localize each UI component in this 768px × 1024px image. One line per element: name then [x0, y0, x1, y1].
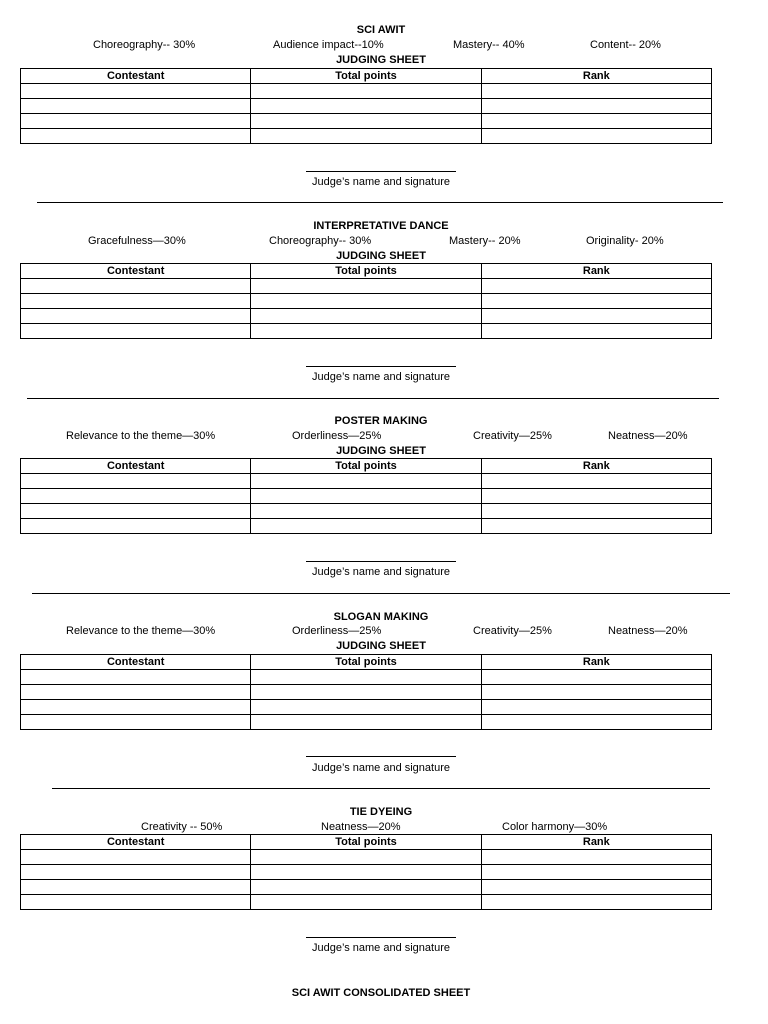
- table-row: [21, 850, 712, 865]
- judging-table: [20, 68, 712, 144]
- header-total-points: Total points: [251, 264, 481, 279]
- judging-table: [20, 263, 712, 339]
- contestant-cell[interactable]: [21, 880, 251, 895]
- contestant-cell[interactable]: [21, 895, 251, 910]
- section-title: TIE DYEING: [349, 806, 413, 818]
- rank-cell[interactable]: [481, 504, 711, 519]
- points-cell[interactable]: [251, 504, 481, 519]
- rank-cell[interactable]: [481, 84, 711, 99]
- signature-label: Judge’s name and signature: [311, 942, 450, 954]
- header-contestant: Contestant: [21, 264, 251, 279]
- rank-cell[interactable]: [481, 474, 711, 489]
- table-row: [21, 865, 712, 880]
- rank-cell[interactable]: [481, 880, 711, 895]
- table-row: [21, 129, 712, 144]
- contestant-cell[interactable]: [21, 519, 251, 534]
- contestant-cell[interactable]: [21, 279, 251, 294]
- rank-cell[interactable]: [481, 670, 711, 685]
- header-total-points: Total points: [251, 69, 481, 84]
- contestant-cell[interactable]: [21, 84, 251, 99]
- rank-cell[interactable]: [481, 519, 711, 534]
- header-total-points: Total points: [251, 655, 481, 670]
- rank-cell[interactable]: [481, 850, 711, 865]
- judging-table: [20, 834, 712, 910]
- table-row: [21, 309, 712, 324]
- contestant-cell[interactable]: [21, 489, 251, 504]
- judging-table: [20, 458, 712, 534]
- contestant-cell[interactable]: [21, 114, 251, 129]
- points-cell[interactable]: [251, 324, 481, 339]
- table-row: [21, 504, 712, 519]
- header-contestant: Contestant: [21, 835, 251, 850]
- points-cell[interactable]: [251, 489, 481, 504]
- table-row: [21, 294, 712, 309]
- signature-line: [0, 358, 762, 370]
- signature-label: Judge’s name and signature: [311, 371, 450, 383]
- criterion: Neatness—20%: [608, 625, 688, 637]
- points-cell[interactable]: [251, 294, 481, 309]
- points-cell[interactable]: [251, 519, 481, 534]
- points-cell[interactable]: [251, 895, 481, 910]
- rank-cell[interactable]: [481, 309, 711, 324]
- rank-cell[interactable]: [481, 114, 711, 129]
- contestant-cell[interactable]: [21, 324, 251, 339]
- rank-cell[interactable]: [481, 895, 711, 910]
- criterion: Relevance to the theme—30%: [66, 625, 216, 637]
- judging-sheet-label: JUDGING SHEET: [336, 445, 426, 457]
- signature-label: Judge’s name and signature: [311, 176, 450, 188]
- points-cell[interactable]: [251, 84, 481, 99]
- criterion: Relevance to the theme—30%: [66, 430, 216, 442]
- section-divider: [37, 202, 723, 203]
- criterion: Neatness—20%: [321, 821, 401, 833]
- criterion: Creativity—25%: [473, 625, 552, 637]
- rank-cell[interactable]: [481, 294, 711, 309]
- signature-line: [0, 553, 762, 565]
- criterion: Orderliness—25%: [292, 625, 382, 637]
- section-divider: [32, 593, 730, 594]
- table-row: [21, 880, 712, 895]
- judging-sheet-label: JUDGING SHEET: [336, 54, 426, 66]
- criterion: Mastery-- 40%: [453, 39, 525, 51]
- rank-cell[interactable]: [481, 700, 711, 715]
- points-cell[interactable]: [251, 129, 481, 144]
- points-cell[interactable]: [251, 99, 481, 114]
- header-total-points: Total points: [251, 835, 481, 850]
- table-row: [21, 489, 712, 504]
- criterion: Color harmony—30%: [502, 821, 608, 833]
- rank-cell[interactable]: [481, 865, 711, 880]
- table-row: [21, 279, 712, 294]
- points-cell[interactable]: [251, 670, 481, 685]
- points-cell[interactable]: [251, 309, 481, 324]
- consolidated-sheet-title: SCI AWIT CONSOLIDATED SHEET: [291, 987, 471, 999]
- header-rank: Rank: [481, 69, 711, 84]
- table-row: [21, 715, 712, 730]
- criterion: Mastery-- 20%: [449, 235, 521, 247]
- table-row: [21, 895, 712, 910]
- contestant-cell[interactable]: [21, 309, 251, 324]
- contestant-cell[interactable]: [21, 715, 251, 730]
- contestant-cell[interactable]: [21, 504, 251, 519]
- rank-cell[interactable]: [481, 685, 711, 700]
- points-cell[interactable]: [251, 474, 481, 489]
- signature-line: [0, 163, 762, 175]
- points-cell[interactable]: [251, 700, 481, 715]
- signature-label: Judge’s name and signature: [311, 762, 450, 774]
- table-row: [21, 474, 712, 489]
- criterion: Choreography-- 30%: [93, 39, 196, 51]
- criterion: Orderliness—25%: [292, 430, 382, 442]
- header-contestant: Contestant: [21, 69, 251, 84]
- signature-line: [0, 929, 762, 941]
- contestant-cell[interactable]: [21, 670, 251, 685]
- table-row: [21, 114, 712, 129]
- contestant-cell[interactable]: [21, 99, 251, 114]
- header-total-points: Total points: [251, 459, 481, 474]
- section-divider: [27, 398, 719, 399]
- header-rank: Rank: [481, 264, 711, 279]
- rank-cell[interactable]: [481, 99, 711, 114]
- criterion: Audience impact--10%: [273, 39, 384, 51]
- header-rank: Rank: [481, 655, 711, 670]
- section-title: SLOGAN MAKING: [333, 611, 429, 623]
- contestant-cell[interactable]: [21, 294, 251, 309]
- points-cell[interactable]: [251, 685, 481, 700]
- criterion: Choreography-- 30%: [269, 235, 372, 247]
- table-row: [21, 670, 712, 685]
- header-rank: Rank: [481, 459, 711, 474]
- header-rank: Rank: [481, 835, 711, 850]
- points-cell[interactable]: [251, 715, 481, 730]
- points-cell[interactable]: [251, 880, 481, 895]
- points-cell[interactable]: [251, 114, 481, 129]
- rank-cell[interactable]: [481, 715, 711, 730]
- rank-cell[interactable]: [481, 324, 711, 339]
- criterion: Creativity -- 50%: [141, 821, 223, 833]
- rank-cell[interactable]: [481, 489, 711, 504]
- rank-cell[interactable]: [481, 279, 711, 294]
- section-title: INTERPRETATIVE DANCE: [313, 220, 449, 232]
- judging-sheet-label: JUDGING SHEET: [336, 250, 426, 262]
- contestant-cell[interactable]: [21, 700, 251, 715]
- table-row: [21, 519, 712, 534]
- criterion: Originality- 20%: [586, 235, 664, 247]
- contestant-cell[interactable]: [21, 474, 251, 489]
- table-row: [21, 700, 712, 715]
- table-row: [21, 84, 712, 99]
- criterion: Creativity—25%: [473, 430, 552, 442]
- section-title: SCI AWIT: [356, 24, 406, 36]
- section-divider: [52, 788, 710, 789]
- contestant-cell[interactable]: [21, 685, 251, 700]
- contestant-cell[interactable]: [21, 865, 251, 880]
- judging-table: [20, 654, 712, 730]
- judging-sheet-label: JUDGING SHEET: [336, 640, 426, 652]
- rank-cell[interactable]: [481, 129, 711, 144]
- header-contestant: Contestant: [21, 459, 251, 474]
- criterion: Neatness—20%: [608, 430, 688, 442]
- header-contestant: Contestant: [21, 655, 251, 670]
- points-cell[interactable]: [251, 279, 481, 294]
- contestant-cell[interactable]: [21, 850, 251, 865]
- table-row: [21, 324, 712, 339]
- signature-label: Judge’s name and signature: [311, 566, 450, 578]
- signature-line: [0, 748, 762, 760]
- points-cell[interactable]: [251, 850, 481, 865]
- table-row: [21, 685, 712, 700]
- criterion: Gracefulness—30%: [88, 235, 186, 247]
- table-row: [21, 99, 712, 114]
- contestant-cell[interactable]: [21, 129, 251, 144]
- criterion: Content-- 20%: [590, 39, 661, 51]
- points-cell[interactable]: [251, 865, 481, 880]
- section-title: POSTER MAKING: [334, 415, 428, 427]
